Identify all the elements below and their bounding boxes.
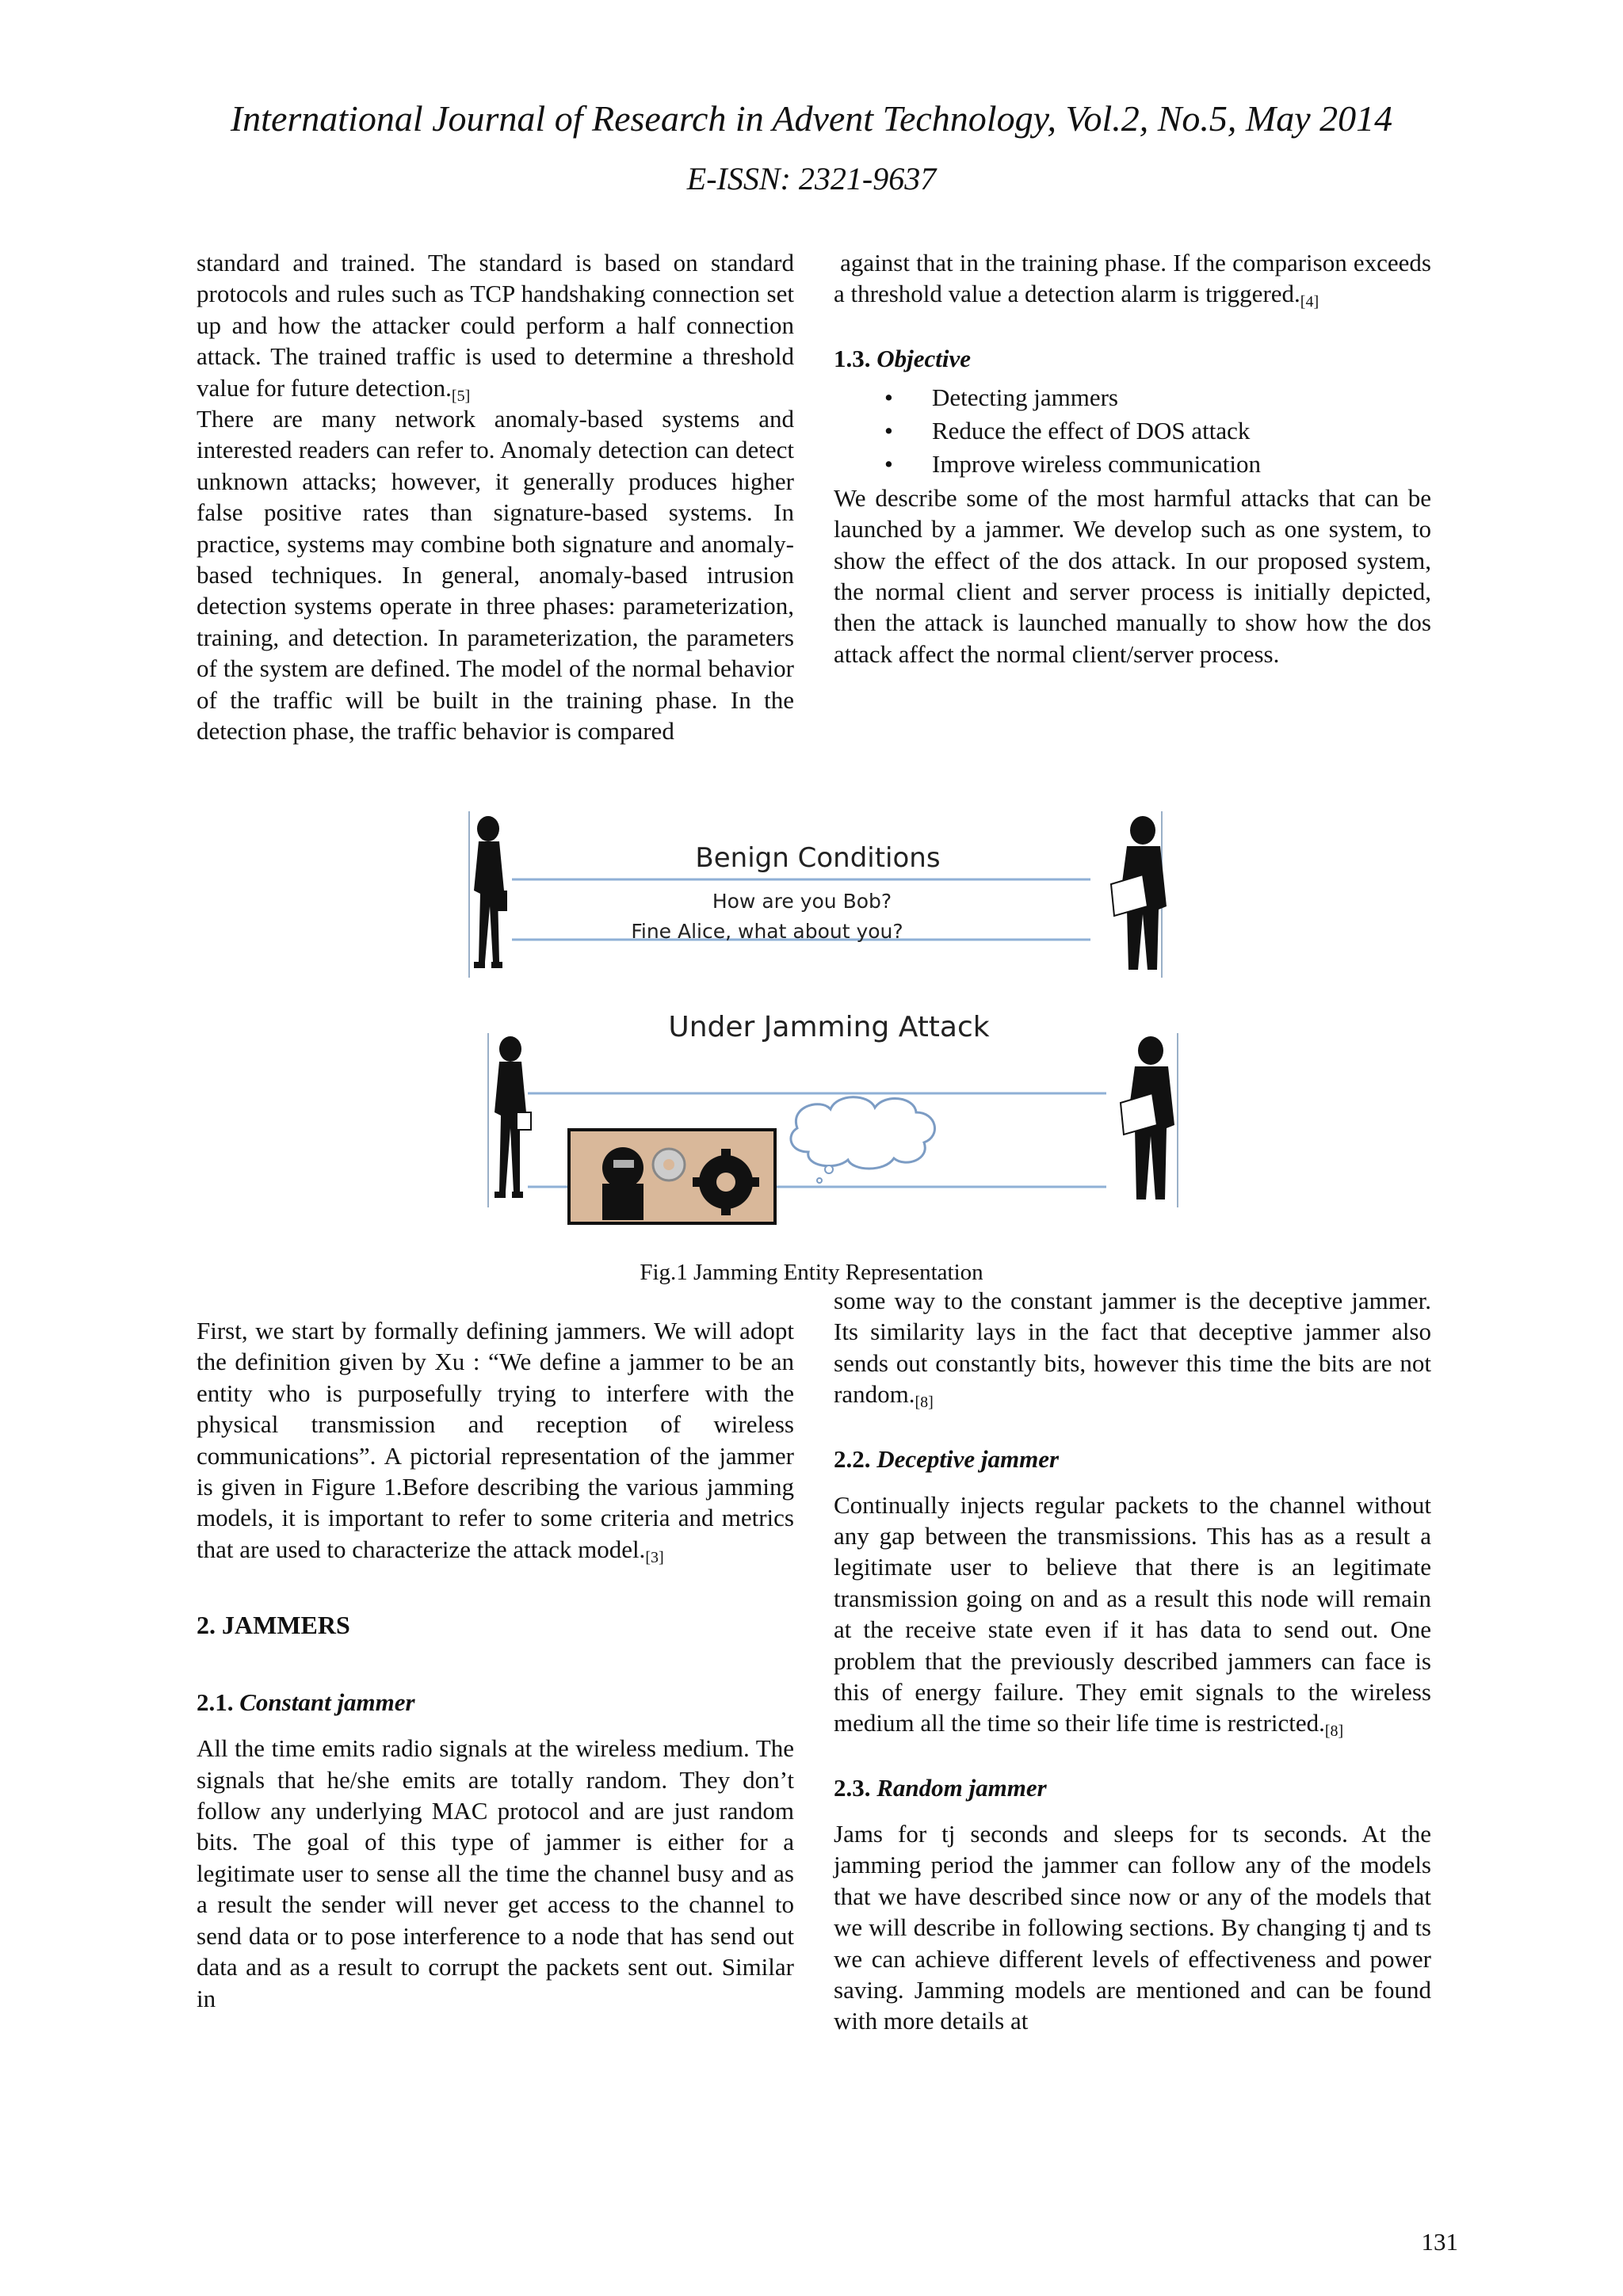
figure-jamming-entity <box>456 811 1186 1231</box>
jamming-title: Under Jamming Attack <box>668 1011 990 1043</box>
list-item: • Improve wireless communication <box>834 448 1431 481</box>
left-column-top <box>197 247 794 747</box>
left-column-bottom <box>197 1315 794 2014</box>
paragraph: Jams for tj seconds and sleeps for ts seconds. At the jamming period the jammer can follow any of the models that we have described since now or any of the models that we will describe in following sections. By changing tj and ts we can achieve different levels of effectiveness and power saving. Jamming models are mentioned and can be found with more details at <box>834 1819 1431 2035</box>
benign-title: Benign Conditions <box>695 842 941 874</box>
section-heading-jammers: 2. JAMMERS <box>197 1611 350 1640</box>
citation: [8] <box>1324 1722 1344 1741</box>
paragraph: some way to the constant jammer is the deceptive jammer. Its similarity lays in the fact that deceptive jammer also sends out constantly bits, however this time the bits are not $random._{[8]}$ <box>834 1287 1431 1412</box>
paragraph: against that in the training phase. If the comparison exceeds a threshold value a detection alarm is $triggered._{[4]}$ <box>834 249 1431 311</box>
objective-list <box>834 381 1431 481</box>
bob-silhouette-icon <box>1111 816 1167 970</box>
jammer-entity-icon <box>569 1130 775 1223</box>
right-column-top <box>834 247 1431 669</box>
citation: [5] <box>451 387 471 405</box>
right-column-bottom <box>834 1285 1431 2037</box>
cloud-icon <box>791 1097 935 1169</box>
paragraph: There are many network anomaly-based systems and interested readers can refer to. Anomaly detection can detect unknown attacks; however, it generally produces higher false positive rates than signature-based systems. In practice, systems may combine both signature and anomaly-based techniques. In general, anomaly-based intrusion detection systems operate in three phases: parameterization, training, and detection. In parameterization, the parameters of the system are defined. The model of the normal behavior of the traffic will be built in the training phase. In the detection phase, the traffic behavior is compared <box>197 405 794 746</box>
section-heading-objective: 1.3. Objective <box>834 344 972 372</box>
section-heading-deceptive-jammer: 2.2. Deceptive jammer <box>834 1444 1060 1473</box>
thought-bubble-icon <box>825 1165 833 1173</box>
citation: [8] <box>915 1394 934 1412</box>
paragraph: All the time emits radio signals at the wireless medium. The signals that he/she emits are totally random. They don’t follow any underlying MAC protocol and are just random bits. The goal of this type of jammer is either for a legitimate user to sense all the time the channel busy and as a result the sender will never get access to the channel to send data or to pose interference to a node that has send out data and as a result to corrupt the packets sent out. Similar in <box>197 1734 794 2012</box>
page-number: 131 <box>1421 2228 1458 2256</box>
paragraph: Continually injects regular packets to the channel without any gap between the transmissions. This has as a result a legitimate user to believe that there is an legitimate transmission going on and as a result this node will remain at the receive state even if it has data to send out. One problem that the previously described jammers can face is this of energy failure. They emit signals to the wireless medium all the time so their life time is $restricted._{[8]}$ <box>834 1490 1431 1741</box>
alice-silhouette-icon <box>474 816 507 968</box>
paragraph: First, we start by formally defining jammers. We will adopt the definition given by Xu : “We define a jammer to be an entity who is purposefully trying to interfere with the physical transmission and reception of wireless communications”. A pictorial representation of the jammer is given in Figure 1.Before describing the various jamming models, it is important to refer to some criteria and metrics that are used to characterize the attack $model._{[3]}$ <box>197 1317 794 1566</box>
section-heading-random-jammer: 2.3. Random jammer <box>834 1773 1047 1802</box>
bob-silhouette-icon <box>1121 1036 1174 1199</box>
alice-silhouette-icon <box>495 1036 531 1198</box>
list-item: • Reduce the effect of DOS attack <box>834 414 1431 448</box>
paragraph: We describe some of the most harmful attacks that can be launched by a jammer. We develop such as one system, to show the effect of the dos attack. In our proposed system, the normal client and server process is initially depicted, then the attack is launched manually to show how the dos attack affect the normal client/server process. <box>834 483 1431 668</box>
journal-issn: E-ISSN: 2321-9637 <box>686 161 937 196</box>
paragraph: standard and trained. The standard is based on standard protocols and rules such as TCP handshaking connection set up and how the attacker could perform a half connection attack. The trained traffic is used to determine a threshold value for future $detection._{[5]}$ <box>197 249 794 405</box>
benign-line-2: Fine Alice, what about you? <box>631 920 903 943</box>
section-heading-constant-jammer: 2.1. Constant jammer <box>197 1688 415 1717</box>
figure-caption: Fig.1 Jamming Entity Representation <box>640 1260 983 1285</box>
benign-line-1: How are you Bob? <box>712 890 892 913</box>
citation: [4] <box>1300 293 1319 311</box>
journal-title: International Journal of Research in Advent Technology, Vol.2, No.5, May 2014 <box>230 98 1393 139</box>
list-item: • Detecting jammers <box>834 381 1431 414</box>
citation: [3] <box>645 1548 664 1566</box>
